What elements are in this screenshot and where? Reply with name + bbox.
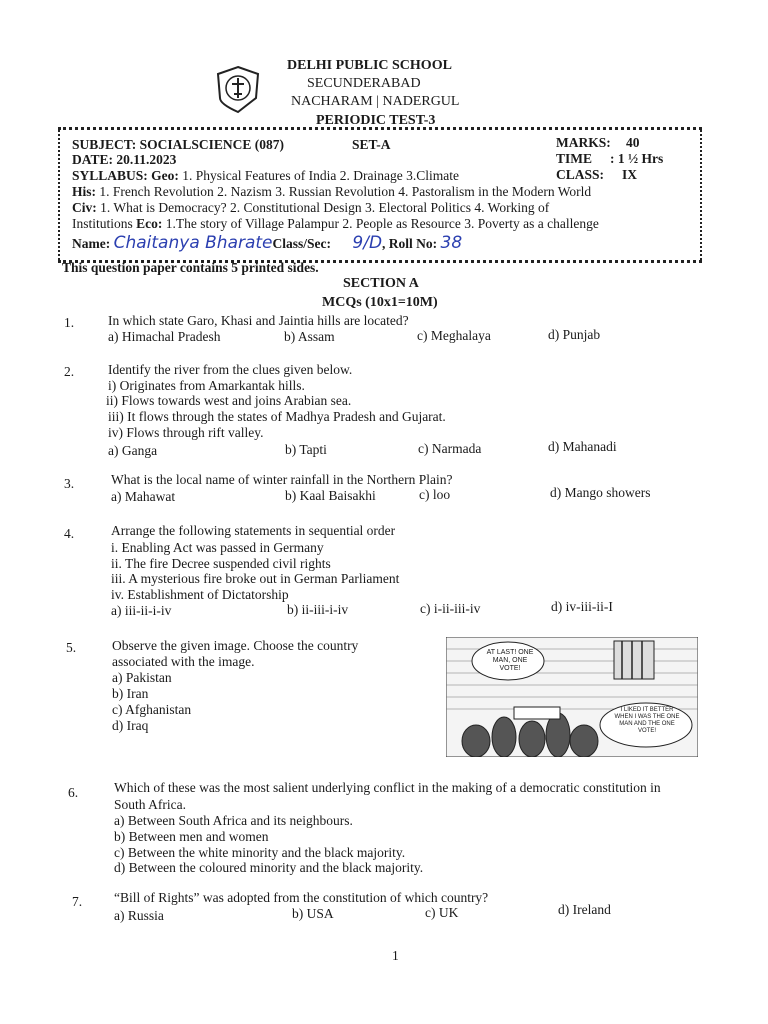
option: a) Himachal Pradesh xyxy=(108,329,221,344)
option: b) ii-iii-i-iv xyxy=(287,602,349,617)
question-number: 7. xyxy=(72,894,83,909)
date-line: DATE: 20.11.2023 xyxy=(72,152,177,167)
syllabus-eco-label: Eco: xyxy=(136,216,163,231)
option: d) Mahanadi xyxy=(548,439,617,454)
option: a) Ganga xyxy=(108,443,158,458)
question-number: 1. xyxy=(64,315,75,330)
syllabus-eco xyxy=(72,216,599,232)
question-text: What is the local name of winter rainfall in the Northern Plain? xyxy=(111,472,453,487)
name-label: Name: xyxy=(72,236,111,251)
question-text: Which of these was the most salient underlying conflict in the making of a democratic constitution in xyxy=(114,780,661,795)
cartoon-image xyxy=(446,637,698,757)
question-text: iii. A mysterious fire broke out in German Parliament xyxy=(111,571,400,586)
syllabus-civ-cont: Institutions xyxy=(72,216,133,231)
roll-value: 38 xyxy=(440,233,463,253)
school-branch: NACHARAM | NADERGUL xyxy=(291,94,460,109)
school-city: SECUNDERABAD xyxy=(307,76,421,91)
class-label: CLASS: xyxy=(556,167,605,182)
marks-value: 40 xyxy=(626,135,640,150)
syllabus-his-text: 1. French Revolution 2. Nazism 3. Russian Revolution 4. Pastoralism in the Modern World xyxy=(99,184,592,199)
question-text: iv) Flows through rift valley. xyxy=(108,425,264,440)
option: c) Meghalaya xyxy=(417,328,491,343)
question-text: Observe the given image. Choose the country xyxy=(112,638,359,653)
option: c) Narmada xyxy=(418,441,482,456)
option: c) UK xyxy=(425,905,459,920)
set-label: SET-A xyxy=(352,137,391,152)
question-number: 5. xyxy=(66,640,77,655)
option: d) Iraq xyxy=(112,718,149,733)
option: d) Punjab xyxy=(548,327,601,342)
option: a) Between South Africa and its neighbours. xyxy=(114,813,353,828)
option: a) Russia xyxy=(114,908,164,923)
question-number: 3. xyxy=(64,476,75,491)
option: c) Afghanistan xyxy=(112,702,192,717)
subject-line: SUBJECT: SOCIALSCIENCE (087) xyxy=(72,137,285,152)
question-number: 4. xyxy=(64,526,75,541)
page-number: 1 xyxy=(392,948,399,963)
syllabus-civ-text: 1. What is Democracy? 2. Constitutional Design 3. Electoral Politics 4. Working of xyxy=(100,200,550,215)
question-number: 2. xyxy=(64,364,75,379)
syllabus-geo xyxy=(72,168,459,184)
option: d) Mango showers xyxy=(550,485,651,500)
question-text: associated with the image. xyxy=(112,654,255,669)
time-label: TIME xyxy=(556,151,593,166)
classsec-label: Class/Sec: xyxy=(272,236,332,251)
syllabus-civ-label: Civ: xyxy=(72,200,97,215)
option: a) iii-ii-i-iv xyxy=(111,603,172,618)
syllabus-his xyxy=(72,184,591,200)
classsec-value: 9/D xyxy=(352,233,383,253)
option: d) Ireland xyxy=(558,902,611,917)
option: b) Iran xyxy=(112,686,149,701)
school-name: DELHI PUBLIC SCHOOL xyxy=(287,58,452,73)
syllabus-eco-text: 1.The story of Village Palampur 2. People as Resource 3. Poverty as a challenge xyxy=(165,216,599,231)
question-text: Arrange the following statements in sequential order xyxy=(111,523,396,538)
option: b) Assam xyxy=(284,329,335,344)
time-value: : 1 ½ Hrs xyxy=(610,151,664,166)
question-text: “Bill of Rights” was adopted from the constitution of which country? xyxy=(114,890,489,905)
section-title: SECTION A xyxy=(343,276,419,291)
student-line xyxy=(72,233,462,253)
name-value: Chaitanya Bharate xyxy=(113,233,273,253)
question-text: ii. The fire Decree suspended civil rights xyxy=(111,556,331,571)
marks-label: MARKS: xyxy=(556,135,611,150)
option: b) Kaal Baisakhi xyxy=(285,488,376,503)
class-value: IX xyxy=(622,167,638,182)
roll-label: , Roll No: xyxy=(382,236,438,251)
question-text: South Africa. xyxy=(114,797,186,812)
question-text: iii) It flows through the states of Madhya Pradesh and Gujarat. xyxy=(108,409,446,424)
option: a) Mahawat xyxy=(111,489,176,504)
question-text: ii) Flows towards west and joins Arabian sea. xyxy=(106,393,352,408)
question-text: In which state Garo, Khasi and Jaintia hills are located? xyxy=(108,313,409,328)
question-number: 6. xyxy=(68,785,79,800)
option: b) Tapti xyxy=(285,442,327,457)
option: d) iv-iii-ii-I xyxy=(551,599,613,614)
school-logo-icon xyxy=(214,64,262,114)
intro-line: This question paper contains 5 printed sides. xyxy=(62,260,319,275)
option: c) loo xyxy=(419,487,451,502)
option: b) Between men and women xyxy=(114,829,269,844)
option: b) USA xyxy=(292,906,334,921)
question-text: i. Enabling Act was passed in Germany xyxy=(111,540,324,555)
option: a) Pakistan xyxy=(112,670,172,685)
syllabus-geo-label: SYLLABUS: Geo: xyxy=(72,168,179,183)
syllabus-his-label: His: xyxy=(72,184,97,199)
option: d) Between the coloured minority and the black majority. xyxy=(114,860,424,875)
question-text: Identify the river from the clues given below. xyxy=(108,362,353,377)
cartoon-bubble-2: I LIKED IT BETTER WHEN I WAS THE ONE MAN AND THE ONE VOTE! xyxy=(614,707,680,734)
option: c) i-ii-iii-iv xyxy=(420,601,481,616)
section-subtitle: MCQs (10x1=10M) xyxy=(322,295,438,310)
syllabus-geo-text: 1. Physical Features of India 2. Drainage 3.Climate xyxy=(182,168,459,183)
cartoon-bubble-1: AT LAST! ONE MAN, ONE VOTE! xyxy=(486,649,534,672)
syllabus-civ xyxy=(72,200,549,216)
question-text: iv. Establishment of Dictatorship xyxy=(111,587,289,602)
question-text: i) Originates from Amarkantak hills. xyxy=(108,378,305,393)
option: c) Between the white minority and the black majority. xyxy=(114,845,406,860)
test-title: PERIODIC TEST-3 xyxy=(316,113,436,128)
